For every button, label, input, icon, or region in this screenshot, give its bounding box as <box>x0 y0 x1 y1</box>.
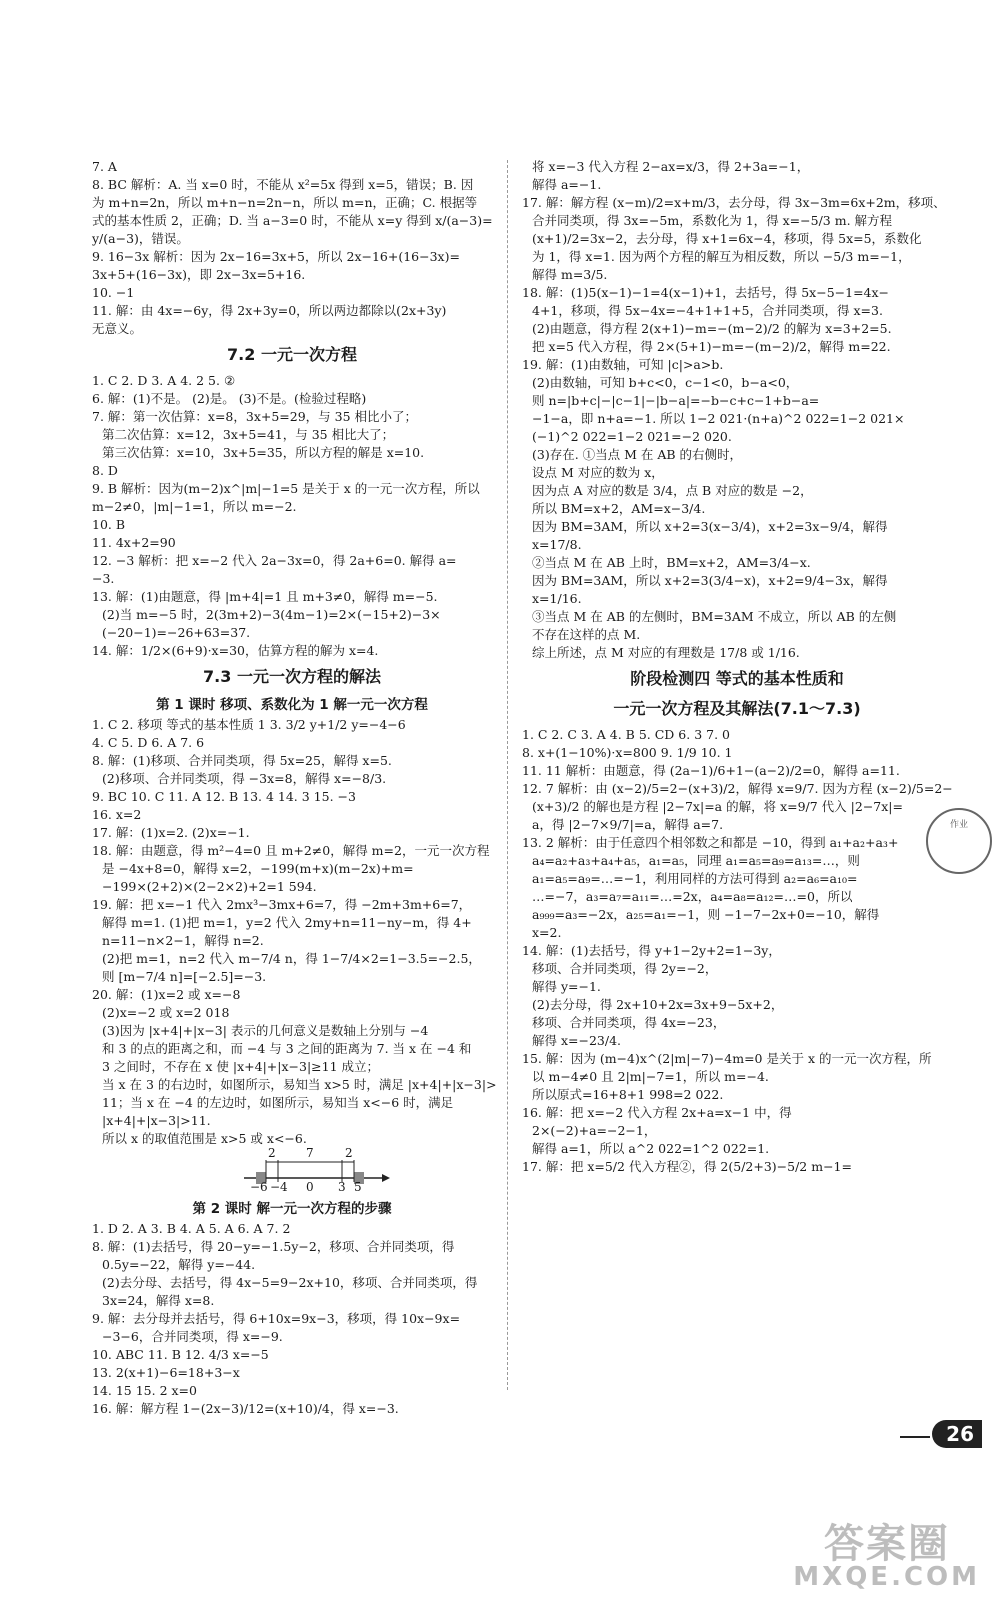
answer-line: 4+1，移项，得 5x−4x=−4+1+1+5，合并同类项，得 x=3. <box>532 303 883 318</box>
answer-line: 16. 解：把 x=−2 代入方程 2x+a=x−1 中，得 <box>522 1105 792 1120</box>
answer-line: 则 n=|b+c|−|c−1|−|b−a|=−b−c+c−1+b−a= <box>532 393 820 408</box>
number-line-label: 2 <box>268 1146 276 1160</box>
answer-line: 19. 解：(1)由数轴，可知 |c|>a>b. <box>522 357 724 372</box>
answer-line: 解得 y=−1. <box>532 979 601 994</box>
answer-line: (x+1)/2=3x−2，去分母，得 x+1=6x−4，移项，得 5x=5，系数化 <box>532 231 922 246</box>
left-column <box>92 158 497 1418</box>
answer-line: 8. D <box>92 463 118 478</box>
answer-line: 17. 解：(1)x=2. (2)x=−1. <box>92 825 250 840</box>
answer-line: 16. 解：解方程 1−(2x−3)/12=(x+10)/4，得 x=−3. <box>92 1401 399 1416</box>
watermark-logo: 答案圈 <box>824 1521 950 1567</box>
column-divider <box>507 160 508 1390</box>
answer-line: 是 −4x+8=0，解得 x=2，−199(m+x)(m−2x)+m= <box>102 861 414 876</box>
number-line-label: −6 <box>250 1180 268 1194</box>
answer-line: 为 m+n=2n，所以 m+n−n=2n−n，所以 m=n，正确；C. 根据等 <box>92 195 478 210</box>
answer-line: −1−a，即 n+a=−1. 所以 1−2 021·(n+a)^2 022=1−2 021× <box>532 411 905 426</box>
answer-line: 3x+5+(16−3x)，即 2x−3x=5+16. <box>92 267 306 282</box>
answer-line: n=11−n×2−1，解得 n=2. <box>102 933 264 948</box>
answer-line: (2)由数轴，可知 b+c<0，c−1<0，b−a<0， <box>532 375 799 390</box>
answer-line: 17. 解：解方程 (x−m)/2=x+m/3，去分母，得 3x−3m=6x+2m，移项、 <box>522 195 946 210</box>
answer-line: 7. A <box>92 159 117 174</box>
answer-line: 为 1，得 x=1. 因为两个方程的解互为相反数，所以 −5/3 m=−1， <box>532 249 911 264</box>
answer-line: 4. C 5. D 6. A 7. 6 <box>92 735 205 750</box>
answer-line: 当 x 在 3 的右边时，如图所示，易知当 x>5 时，满足 |x+4|+|x−3|> <box>102 1077 497 1092</box>
answer-line: 合并同类项，得 3x=−5m，系数化为 1，得 x=−5/3 m. 解方程 <box>532 213 893 228</box>
answer-line: 2×(−2)+a=−2−1， <box>532 1123 657 1138</box>
answer-line: −199×(2+2)×(2−2×2)+2=1 594. <box>102 879 317 894</box>
section-heading: 阶段检测四 等式的基本性质和 <box>630 669 844 688</box>
answer-line: 以 m−4≠0 且 2|m|−7=1，所以 m=−4. <box>532 1069 769 1084</box>
answer-line: 13. 2 解析：由于任意四个相邻数之和都是 −10，得到 a₁+a₂+a₃+ <box>522 835 899 850</box>
number-line-figure <box>242 1146 392 1194</box>
answer-line: y/(a−3)，错误。 <box>92 231 189 246</box>
answer-line: 14. 解：1/2×(6+9)·x=30，估算方程的解为 x=4. <box>92 643 379 658</box>
answer-line: 和 3 的点的距离之和，而 −4 与 3 之间的距离为 7. 当 x 在 −4 和 <box>102 1041 472 1056</box>
answer-line: 17. 解：把 x=5/2 代入方程②，得 2(5/2+3)−5/2 m−1= <box>522 1159 852 1174</box>
answer-line: 因为 BM=3AM，所以 x+2=3(x−3/4)，x+2=3x−9/4，解得 <box>532 519 888 534</box>
answer-line: m−2≠0，|m|−1=1，所以 m=−2. <box>92 499 297 514</box>
answer-line: 9. 解：去分母并去括号，得 6+10x=9x−3，移项，得 10x−9x= <box>92 1311 461 1326</box>
right-column <box>522 158 952 1176</box>
answer-line: 15. 解：因为 (m−4)x^(2|m|−7)−4m=0 是关于 x 的一元一次方程，所 <box>522 1051 932 1066</box>
answer-line: (2)去分母、去括号，得 4x−5=9−2x+10，移项、合并同类项，得 <box>102 1275 478 1290</box>
answer-line: 解得 m=1. (1)把 m=1，y=2 代入 2my+n=11−ny−m，得 4+ <box>102 915 472 930</box>
number-line-label: −4 <box>270 1180 288 1194</box>
answer-line: 解得 m=3/5. <box>532 267 608 282</box>
answer-line: ③当点 M 在 AB 的左侧时，BM=3AM 不成立，所以 AB 的左侧 <box>532 609 897 624</box>
answer-line: 解得 x=−23/4. <box>532 1033 622 1048</box>
answer-line: 把 x=5 代入方程，得 2×(5+1)−m=−(m−2)/2，解得 m=22. <box>532 339 891 354</box>
answer-line: 1. C 2. D 3. A 4. 2 5. ② <box>92 373 236 388</box>
answer-line: 9. BC 10. C 11. A 12. B 13. 4 14. 3 15. −3 <box>92 789 356 804</box>
answer-line: 解得 a=−1. <box>532 177 602 192</box>
answer-line: 6. 解：(1)不是。 (2)是。 (3)不是。(检验过程略) <box>92 391 367 406</box>
answer-line: 11. 11 解析：由题意，得 (2a−1)/6+1−(a−2)/2=0，解得 a=11. <box>522 763 900 778</box>
answer-line: 7. 解：第一次估算：x=8，3x+5=29，与 35 相比小了； <box>92 409 418 424</box>
answer-line: 1. D 2. A 3. B 4. A 5. A 6. A 7. 2 <box>92 1221 291 1236</box>
answer-line: a₉₉₉=a₃=−2x，a₂₅=a₁=−1，则 −1−7−2x+0=−10，解得 <box>532 907 880 922</box>
answer-line: 综上所述，点 M 对应的有理数是 17/8 或 1/16. <box>532 645 800 660</box>
answer-line: (3)存在. ①当点 M 在 AB 的右侧时， <box>532 447 743 462</box>
answer-line: (2)把 m=1，n=2 代入 m−7/4 n，得 1−7/4×2=1−3.5=−2.5， <box>102 951 481 966</box>
answer-line: 9. B 解析：因为(m−2)x^|m|−1=5 是关于 x 的一元一次方程，所以 <box>92 481 480 496</box>
answer-line: 设点 M 对应的数为 x， <box>532 465 664 480</box>
answer-line: 14. 15 15. 2 x=0 <box>92 1383 197 1398</box>
answer-line: 式的基本性质 2，正确；D. 当 a−3=0 时，不能从 x=y 得到 x/(a−3)= <box>92 213 493 228</box>
answer-line: 0.5y=−22，解得 y=−44. <box>102 1257 256 1272</box>
answer-line: 10. −1 <box>92 285 135 300</box>
answer-line: 14. 解：(1)去括号，得 y+1−2y+2=1−3y， <box>522 943 781 958</box>
answer-line: 移项、合并同类项，得 4x=−23， <box>532 1015 726 1030</box>
answer-line: 所以 BM=x+2，AM=x−3/4. <box>532 501 706 516</box>
lesson-subheading: 第 1 课时 移项、系数化为 1 解一元一次方程 <box>156 697 428 713</box>
answer-line: |x+4|+|x−3|>11. <box>102 1113 211 1128</box>
answer-line: 所以原式=16+8+1 998=2 022. <box>532 1087 724 1102</box>
answer-line: 1. C 2. 移项 等式的基本性质 1 3. 3/2 y+1/2 y=−4−6 <box>92 717 406 732</box>
answer-line: 解得 a=1，所以 a^2 022=1^2 022=1. <box>532 1141 770 1156</box>
answer-line: 1. C 2. C 3. A 4. B 5. CD 6. 3 7. 0 <box>522 727 730 742</box>
lesson-subheading: 第 2 课时 解一元一次方程的步骤 <box>192 1201 392 1217</box>
answer-line: 12. −3 解析：把 x=−2 代入 2a−3x=0，得 2a+6=0. 解得 a= <box>92 553 457 568</box>
answer-line: 8. x+(1−10%)·x=800 9. 1/9 10. 1 <box>522 745 733 760</box>
section-heading: 7.2 一元一次方程 <box>227 345 357 364</box>
answer-line: 10. ABC 11. B 12. 4/3 x=−5 <box>92 1347 269 1362</box>
answer-line: (−1)^2 022=1−2 021=−2 020. <box>532 429 732 444</box>
answer-line: x=17/8. <box>532 537 582 552</box>
answer-line: 11；当 x 在 −4 的左边时，如图所示，易知当 x<−6 时，满足 <box>102 1095 454 1110</box>
answer-line: −3−6，合并同类项，得 x=−9. <box>102 1329 283 1344</box>
number-line-label: 7 <box>306 1146 314 1160</box>
answer-line: 20. 解：(1)x=2 或 x=−8 <box>92 987 241 1002</box>
answer-line: 3x=24，解得 x=8. <box>102 1293 215 1308</box>
answer-line: 8. 解：(1)移项、合并同类项，得 5x=25，解得 x=5. <box>92 753 392 768</box>
answer-line: (2)当 m=−5 时，2(3m+2)−3(4m−1)=2×(−15+2)−3× <box>102 607 441 622</box>
answer-line: (2)移项、合并同类项，得 −3x=8，解得 x=−8/3. <box>102 771 387 786</box>
answer-line: (2)x=−2 或 x=2 018 <box>102 1005 230 1020</box>
answer-line: a₄=a₂+a₃+a₄+a₅，a₁=a₅，同理 a₁=a₅=a₉=a₁₃=…，则 <box>532 853 860 868</box>
number-line-label: 5 <box>354 1180 362 1194</box>
answer-line: x=1/16. <box>532 591 582 606</box>
answer-line: (x+3)/2 的解也是方程 |2−7x|=a 的解，将 x=9/7 代入 |2−7x|= <box>532 799 903 814</box>
answer-line: (2)去分母，得 2x+10+2x=3x+9−5x+2， <box>532 997 784 1012</box>
answer-line: ②当点 M 在 AB 上时，BM=x+2，AM=3/4−x. <box>532 555 811 570</box>
answer-line: 12. 7 解析：由 (x−2)/5=2−(x+3)/2，解得 x=9/7. 因为方程 (x−2)/5=2− <box>522 781 953 796</box>
answer-line: −3. <box>92 571 115 586</box>
stamp-label: 作业 <box>949 820 968 830</box>
answer-line: 10. B <box>92 517 126 532</box>
corner-stamp <box>926 808 992 874</box>
page-number-rule <box>900 1436 930 1438</box>
answer-line: (2)由题意，得方程 2(x+1)−m=−(m−2)/2 的解为 x=3+2=5. <box>532 321 892 336</box>
answer-line: 13. 解：(1)由题意，得 |m+4|=1 且 m+3≠0，解得 m=−5. <box>92 589 438 604</box>
answer-line: 18. 解：(1)5(x−1)−1=4(x−1)+1，去括号，得 5x−5−1=4x− <box>522 285 890 300</box>
answer-line: 16. x=2 <box>92 807 142 822</box>
answer-line: 18. 解：由题意，得 m²−4=0 且 m+2≠0，解得 m=2，一元一次方程 <box>92 843 490 858</box>
answer-line: a₁=a₅=a₉=…=−1，利用同样的方法可得到 a₂=a₆=a₁₀= <box>532 871 858 886</box>
section-heading: 一元一次方程及其解法(7.1～7.3) <box>613 699 861 718</box>
answer-line: 因为 BM=3AM，所以 x+2=3(3/4−x)，x+2=9/4−3x，解得 <box>532 573 888 588</box>
answer-line: 所以 x 的取值范围是 x>5 或 x<−6. <box>102 1131 307 1146</box>
number-line-label: 3 <box>338 1180 346 1194</box>
answer-line: 则 [m−7/4 n]=[−2.5]=−3. <box>102 969 267 984</box>
answer-line: 13. 2(x+1)−6=18+3−x <box>92 1365 240 1380</box>
page-number: 26 <box>932 1420 982 1448</box>
section-heading: 7.3 一元一次方程的解法 <box>203 667 381 686</box>
answer-line: (3)因为 |x+4|+|x−3| 表示的几何意义是数轴上分别与 −4 <box>102 1023 429 1038</box>
answer-line: 无意义。 <box>92 321 143 336</box>
answer-line: …=−7，a₃=a₇=a₁₁=…=2x，a₄=a₈=a₁₂=…=0，所以 <box>532 889 853 904</box>
answer-line: 8. BC 解析：A. 当 x=0 时，不能从 x²=5x 得到 x=5，错误；B. 因 <box>92 177 474 192</box>
answer-line: 第二次估算：x=12，3x+5=41，与 35 相比大了； <box>102 427 395 442</box>
answer-line: a，得 |2−7×9/7|=a，解得 a=7. <box>532 817 724 832</box>
answer-line: 将 x=−3 代入方程 2−ax=x/3，得 2+3a=−1， <box>532 159 810 174</box>
answer-line: 不存在这样的点 M. <box>532 627 641 642</box>
answer-line: 11. 解：由 4x=−6y，得 2x+3y=0，所以两边都除以(2x+3y) <box>92 303 447 318</box>
answer-line: 第三次估算：x=10，3x+5=35，所以方程的解是 x=10. <box>102 445 425 460</box>
answer-line: (−20−1)=−26+63=37. <box>102 625 251 640</box>
answer-line: 8. 解：(1)去括号，得 20−y=−1.5y−2，移项、合并同类项，得 <box>92 1239 455 1254</box>
answer-line: 移项、合并同类项，得 2y=−2， <box>532 961 718 976</box>
number-line-label: 2 <box>345 1146 353 1160</box>
answer-line: 9. 16−3x 解析：因为 2x−16=3x+5，所以 2x−16+(16−3x)= <box>92 249 460 264</box>
answer-line: 因为点 A 对应的数是 3/4，点 B 对应的数是 −2， <box>532 483 813 498</box>
answer-line: 19. 解：把 x=−1 代入 2mx³−3mx+6=7，得 −2m+3m+6=7， <box>92 897 472 912</box>
answer-line: x=2. <box>532 925 562 940</box>
answer-line: 3 之间时，不存在 x 使 |x+4|+|x−3|≥11 成立； <box>102 1059 380 1074</box>
number-line-label: 0 <box>306 1180 314 1194</box>
answer-line: 11. 4x+2=90 <box>92 535 176 550</box>
watermark-url: MXQE.COM <box>793 1562 980 1592</box>
